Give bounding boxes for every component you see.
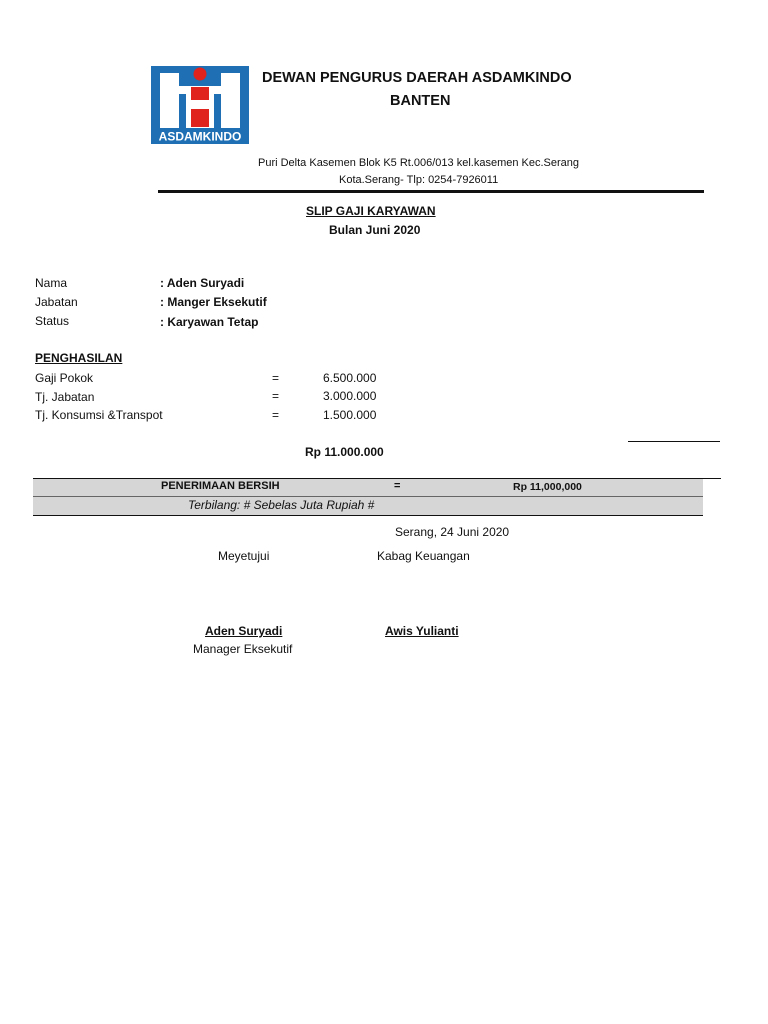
org-region: BANTEN bbox=[390, 93, 451, 109]
address-line-2: Kota.Serang- Tlp: 0254-7926011 bbox=[339, 174, 499, 186]
net-bottom-line bbox=[33, 515, 703, 516]
sum-line bbox=[628, 441, 720, 442]
income-total: Rp 11.000.000 bbox=[305, 445, 384, 459]
income-item-eq: = bbox=[272, 371, 280, 385]
employee-status-value: : Karyawan Tetap bbox=[160, 315, 259, 329]
net-pay-row bbox=[33, 479, 703, 496]
employee-name-label: Nama bbox=[35, 276, 68, 290]
net-pay-eq: = bbox=[394, 480, 401, 492]
approved-label: Meyetujui bbox=[218, 549, 270, 563]
org-name: DEWAN PENGURUS DAERAH ASDAMKINDO bbox=[262, 70, 572, 86]
finance-label: Kabag Keuangan bbox=[377, 549, 470, 563]
approver-name: Aden Suryadi bbox=[205, 624, 283, 638]
slip-title: SLIP GAJI KARYAWAN bbox=[306, 204, 436, 218]
header-divider bbox=[158, 190, 704, 193]
address-line-1: Puri Delta Kasemen Blok K5 Rt.006/013 kel.kasemen Kec.Serang bbox=[258, 157, 580, 169]
employee-name-value: : Aden Suryadi bbox=[160, 276, 245, 290]
employee-position-label: Jabatan bbox=[35, 295, 78, 309]
income-item-label: Tj. Jabatan bbox=[35, 390, 95, 404]
employee-status-label: Status bbox=[35, 314, 70, 328]
income-item-eq: = bbox=[272, 408, 280, 422]
income-item-amount: 1.500.000 bbox=[323, 408, 377, 422]
net-pay-label: PENERIMAAN BERSIH bbox=[161, 480, 280, 492]
income-item-label: Tj. Konsumsi &Transpot bbox=[35, 408, 163, 422]
spelled-amount: Terbilang: # Sebelas Juta Rupiah # bbox=[188, 498, 375, 512]
finance-name: Awis Yulianti bbox=[385, 624, 459, 638]
asdamkindo-logo bbox=[151, 66, 249, 144]
place-date: Serang, 24 Juni 2020 bbox=[395, 525, 510, 539]
logo-wordmark: ASDAMKINDO bbox=[158, 129, 242, 144]
income-item-label: Gaji Pokok bbox=[35, 371, 94, 385]
income-item-amount: 6.500.000 bbox=[323, 371, 377, 385]
income-heading: PENGHASILAN bbox=[35, 351, 123, 365]
employee-position-value: : Manger Eksekutif bbox=[160, 295, 267, 309]
net-pay-amount: Rp 11,000,000 bbox=[513, 481, 582, 493]
income-item-eq: = bbox=[272, 389, 280, 403]
approver-title: Manager Eksekutif bbox=[193, 642, 293, 656]
income-item-amount: 3.000.000 bbox=[323, 389, 377, 403]
slip-period: Bulan Juni 2020 bbox=[329, 223, 421, 237]
